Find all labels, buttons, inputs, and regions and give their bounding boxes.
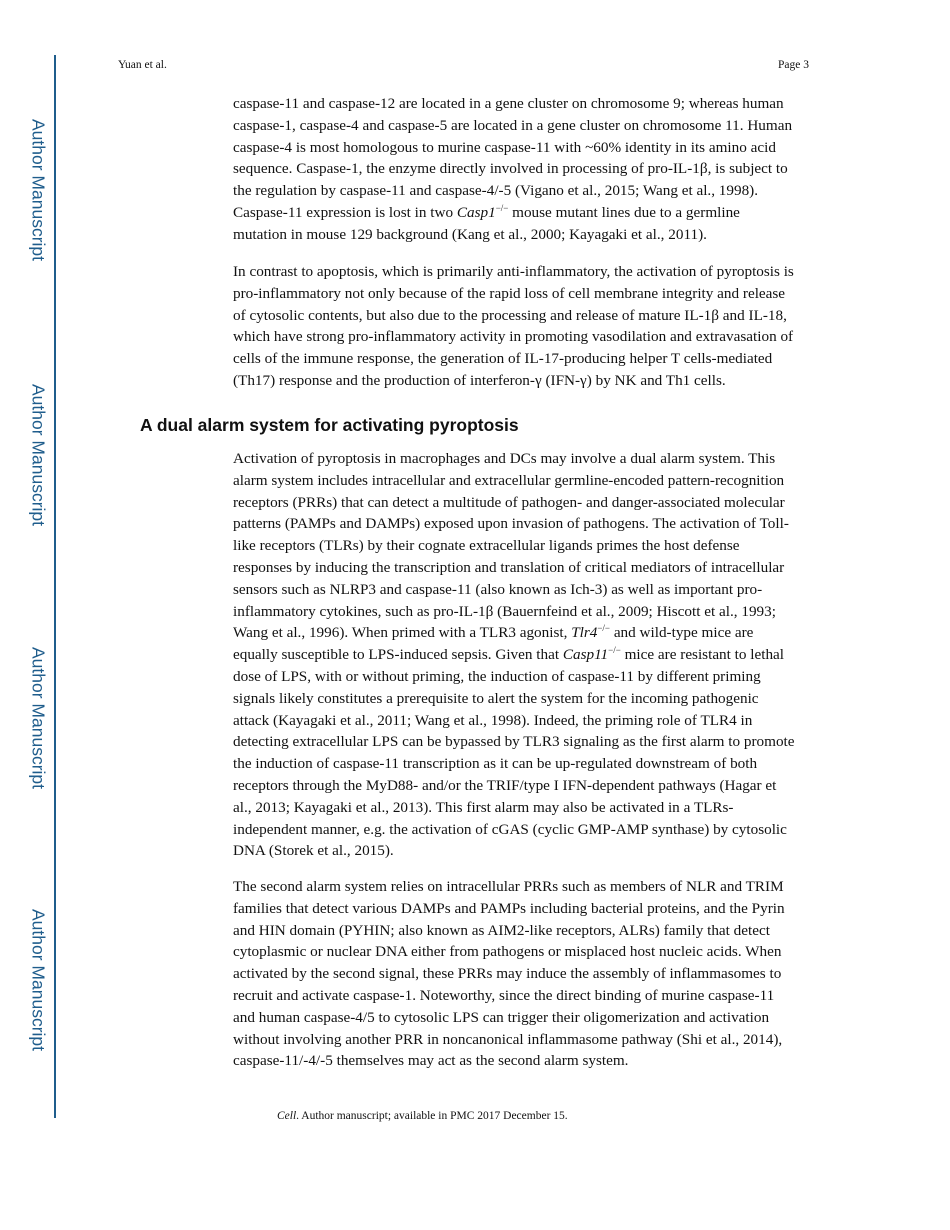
text-line: sequence. Caspase-1, the enzyme directly involved in processing of pro-IL-1β, is subject to — [233, 160, 788, 178]
text-line: cytoplasmic or nuclear DNA either from pathogens or misplaced host nucleic acids. When — [233, 943, 782, 961]
gene-name: Casp1 — [456, 203, 496, 221]
text-line — [233, 202, 833, 224]
text-segment: and wild-type mice are — [610, 624, 754, 642]
text-line: caspase-11 and caspase-12 are located in a gene cluster on chromosome 9; whereas human — [233, 95, 784, 112]
text-line: inflammatory cytokines, such as pro-IL-1β (Bauernfeind et al., 2009; Hiscott et al., 1993; — [233, 602, 776, 620]
superscript: −/− — [597, 623, 611, 634]
text-line: like receptors (TLRs) by their cognate extracellular ligands primes the host defense — [233, 537, 740, 555]
paragraph — [233, 448, 833, 862]
text-line: activated by the second signal, these PRRs may induce the assembly of inflammasomes to — [233, 965, 782, 983]
author-manuscript-text: Author Manuscript — [28, 908, 49, 1052]
text-line — [233, 622, 833, 644]
paragraph — [233, 93, 833, 246]
text-line: and HIN domain (PYHIN; also known as AIM2-like receptors, ALRs) family that detect — [233, 921, 770, 939]
text-line: receptors through the MyD88- and/or the TRIF/type I IFN-dependent pathways (Hagar et — [233, 776, 777, 794]
page-number: Page 3 — [778, 59, 809, 71]
text-segment: mice are resistant to lethal — [620, 646, 785, 664]
text-line: responses by inducing the transcription and translation of critical mediators of intracellular — [233, 558, 785, 576]
text-line: mutation in mouse 129 background (Kang et al., 2000; Kayagaki et al., 2011). — [233, 225, 707, 243]
sidebar-rule — [54, 55, 56, 1118]
text-line: In contrast to apoptosis, which is primarily anti-inflammatory, the activation of pyroptosis is — [233, 263, 794, 280]
text-line: detecting extracellular LPS can be bypassed by TLR3 signaling as the first alarm to promote — [233, 733, 795, 751]
text-line: patterns (PAMPs and DAMPs) exposed upon invasion of pathogens. The activation of Toll- — [233, 515, 789, 533]
author-manuscript-text: Author Manuscript — [28, 646, 49, 790]
text-line: families that detect various DAMPs and PAMPs including bacterial proteins, and the Pyrin — [233, 899, 785, 917]
paragraph — [233, 876, 833, 1072]
author-manuscript-text: Author Manuscript — [28, 118, 49, 262]
footer-text: . Author manuscript; available in PMC 2017 December 15. — [296, 1110, 568, 1122]
text-line — [233, 644, 833, 666]
text-line: The second alarm system relies on intracellular PRRs such as members of NLR and TRIM — [233, 878, 784, 895]
text-line: DNA (Storek et al., 2015). — [233, 842, 394, 860]
text-line: sensors such as NLRP3 and caspase-11 (also known as Ich-3) as well as important pro- — [233, 580, 763, 598]
text-line: which have strong pro-inflammatory activity in promoting vasodilation and extravasation of — [233, 328, 794, 346]
text-line: signals likely constitutes a prerequisite to alert the system for the incoming pathogenic — [233, 689, 759, 707]
text-line: and human caspase-4/5 to cytosolic LPS can trigger their oligomerization and activation — [233, 1008, 770, 1026]
text-line: dose of LPS, with or without priming, the induction of caspase-11 by different priming — [233, 667, 761, 685]
text-line: the induction of caspase-11 transcription as it can be up-regulated downstream of both — [233, 755, 758, 773]
text-segment: mouse mutant lines due to a germline — [508, 203, 740, 221]
author-manuscript-text: Author Manuscript — [28, 383, 49, 527]
superscript: −/− — [608, 645, 621, 656]
text-line: pro-inflammatory not only because of the rapid loss of cell membrane integrity and release — [233, 284, 786, 302]
text-line: the regulation by caspase-11 and caspase-4/-5 (Vigano et al., 2015; Wang et al., 1998). — [233, 182, 759, 200]
text-line: alarm system includes intracellular and extracellular germline-encoded pattern-recognition — [233, 471, 785, 489]
text-segment: Caspase-11 expression is lost in two — [233, 203, 457, 221]
text-line: caspase-4 is most homologous to murine caspase-11 with ~60% identity in its amino acid — [233, 138, 776, 156]
text-line: caspase-1, caspase-4 and caspase-5 are located in a gene cluster on chromosome 11. Human — [233, 116, 793, 134]
text-line: (Th17) response and the production of interferon-γ (IFN-γ) by NK and Th1 cells. — [233, 371, 726, 389]
footer-citation — [277, 1110, 568, 1122]
text-line: of cytosolic contents, but also due to the processing and release of mature IL-1β and IL-18, — [233, 306, 787, 324]
section-heading: A dual alarm system for activating pyroptosis — [140, 415, 519, 435]
gene-name: Tlr4 — [571, 624, 598, 642]
text-line: receptors (PRRs) that can detect a multitude of pathogen- and danger-associated molecular — [233, 493, 785, 511]
text-line: independent manner, e.g. the activation of cGAS (cyclic GMP-AMP synthase) by cytosolic — [233, 820, 787, 838]
text-line: attack (Kayagaki et al., 2011; Wang et al., 1998). Indeed, the priming role of TLR4 in — [233, 711, 753, 729]
text-line: without involving another PRR in noncanonical inflammasome pathway (Shi et al., 2014), — [233, 1030, 783, 1048]
text-line: recruit and activate caspase-1. Noteworthy, since the direct binding of murine caspase-11 — [233, 986, 775, 1004]
text-line: cells of the immune response, the generation of IL-17-producing helper T cells-mediated — [233, 350, 773, 368]
superscript: −/− — [495, 202, 509, 213]
journal-name: Cell — [277, 1110, 297, 1122]
running-header-authors: Yuan et al. — [118, 59, 167, 71]
gene-name: Casp11 — [562, 646, 609, 664]
text-line: Activation of pyroptosis in macrophages and DCs may involve a dual alarm system. This — [233, 450, 776, 467]
text-segment: equally susceptible to LPS-induced sepsis. Given that — [233, 646, 563, 664]
text-segment: Wang et al., 1996). When primed with a TLR3 agonist, — [233, 624, 572, 642]
text-line: al., 2013; Kayagaki et al., 2013). This first alarm may also be activated in a TLRs- — [233, 798, 734, 816]
paragraph — [233, 261, 833, 392]
text-line: caspase-11/-4/-5 themselves may act as the second alarm system. — [233, 1052, 629, 1070]
